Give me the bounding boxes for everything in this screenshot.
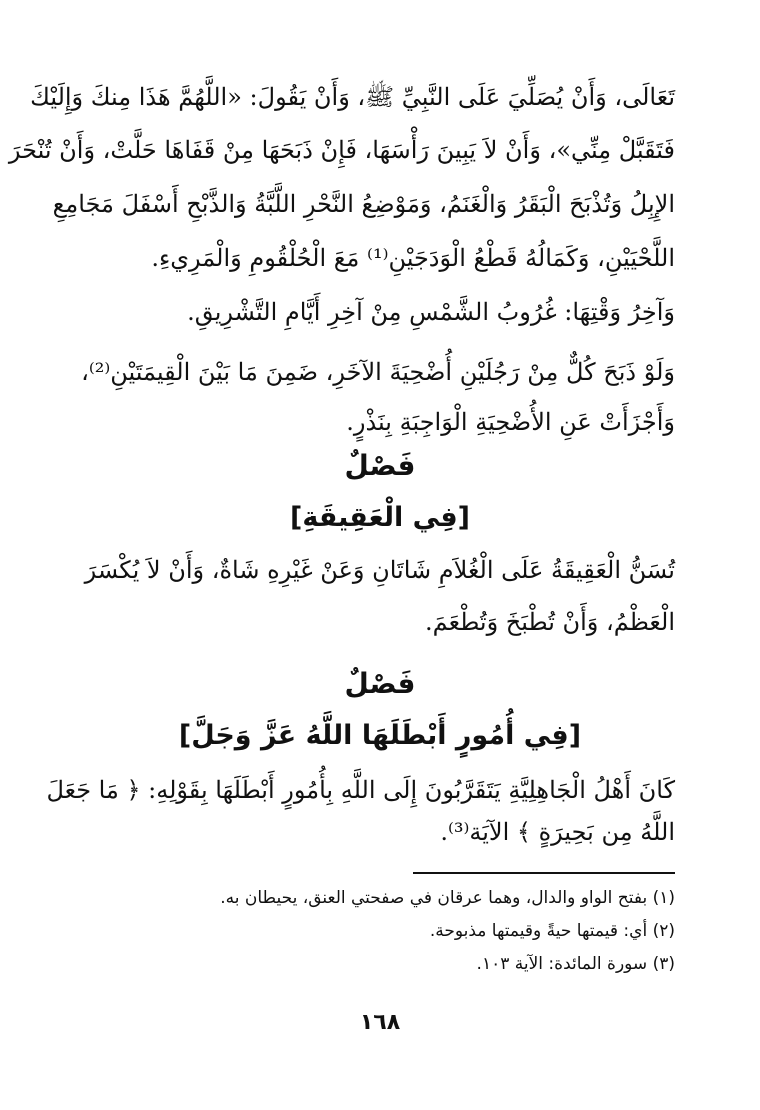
footnote-separator bbox=[413, 872, 675, 874]
paragraph-line: وَآخِرُ وَقْتِهَا: غُرُوبُ الشَّمْسِ مِنْ آخِرِ أَيَّامِ التَّشْرِيقِ. bbox=[187, 298, 675, 326]
paragraph-line: وَلَوْ ذَبَحَ كُلٌّ مِنْ رَجُلَيْنِ أُضْحِيَةَ الآخَرِ، ضَمِنَ مَا بَيْنَ الْقِيمَتَيْنِ⁽²⁾، bbox=[81, 358, 675, 386]
paragraph-line: الْعَظْمُ، وَأَنْ تُطْبَخَ وَتُطْعَمَ. bbox=[425, 608, 675, 636]
section-heading: فَصْلٌ bbox=[344, 667, 416, 700]
section-title: [فِي الْعَقِيقَةِ] bbox=[290, 502, 470, 533]
footnote: (٢) أي: قيمتها حيةً وقيمتها مذبوحة. bbox=[429, 921, 675, 941]
paragraph-line: اللَّهُ مِن بَحِيرَةٍ ﴾ الآيَة⁽³⁾. bbox=[440, 818, 675, 846]
paragraph-line: اللَّحْيَيْنِ، وَكَمَالُهُ قَطْعُ الْوَدَجَيْنِ⁽¹⁾ مَعَ الْحُلْقُومِ وَالْمَرِيءِ. bbox=[151, 244, 675, 272]
footnote: (١) بفتح الواو والدال، وهما عرقان في صفحتي العنق، يحيطان به. bbox=[220, 888, 675, 908]
paragraph-line: كَانَ أَهْلُ الْجَاهِلِيَّةِ يَتَقَرَّبُونَ إِلَى اللَّهِ بِأُمُورٍ أَبْطَلَهَا بِقَوْلِهِ: ﴿ مَا جَعَلَ bbox=[46, 776, 675, 804]
paragraph-line: وَأَجْزَأَتْ عَنِ الأُضْحِيَةِ الْوَاجِبَةِ بِنَذْرٍ. bbox=[346, 408, 675, 436]
paragraph-line: تُسَنُّ الْعَقِيقَةُ عَلَى الْغُلاَمِ شَاتَانِ وَعَنْ غَيْرِهِ شَاةٌ، وَأَنْ لاَ يُكْسَرَ bbox=[84, 556, 675, 584]
paragraph-line: فَتَقَبَّلْ مِنِّي»، وَأَنْ لاَ يَبِينَ رَأْسَهَا، فَإِنْ ذَبَحَهَا مِنْ قَفَاهَا حَلَّتْ، وَأَنْ تُنْحَرَ bbox=[8, 136, 675, 164]
paragraph-line: الإِبِلُ وَتُذْبَحَ الْبَقَرُ وَالْغَنَمُ، وَمَوْضِعُ النَّحْرِ اللَّبَّةُ وَالذَّبْحِ أَسْفَلَ مَجَامِعِ bbox=[52, 190, 675, 218]
paragraph-line: تَعَالَى، وَأَنْ يُصَلِّيَ عَلَى النَّبِيِّ ﷺ، وَأَنْ يَقُولَ: «اللَّهُمَّ هَذَا مِنكَ وَإِلَيْكَ bbox=[30, 83, 675, 111]
section-title: [فِي أُمُورٍ أَبْطَلَهَا اللَّهُ عَزَّ وَجَلَّ] bbox=[178, 720, 582, 751]
section-heading: فَصْلٌ bbox=[344, 449, 416, 482]
footnote: (٣) سورة المائدة: الآية ١٠٣. bbox=[476, 954, 675, 974]
page-number: ١٦٨ bbox=[359, 1010, 401, 1035]
